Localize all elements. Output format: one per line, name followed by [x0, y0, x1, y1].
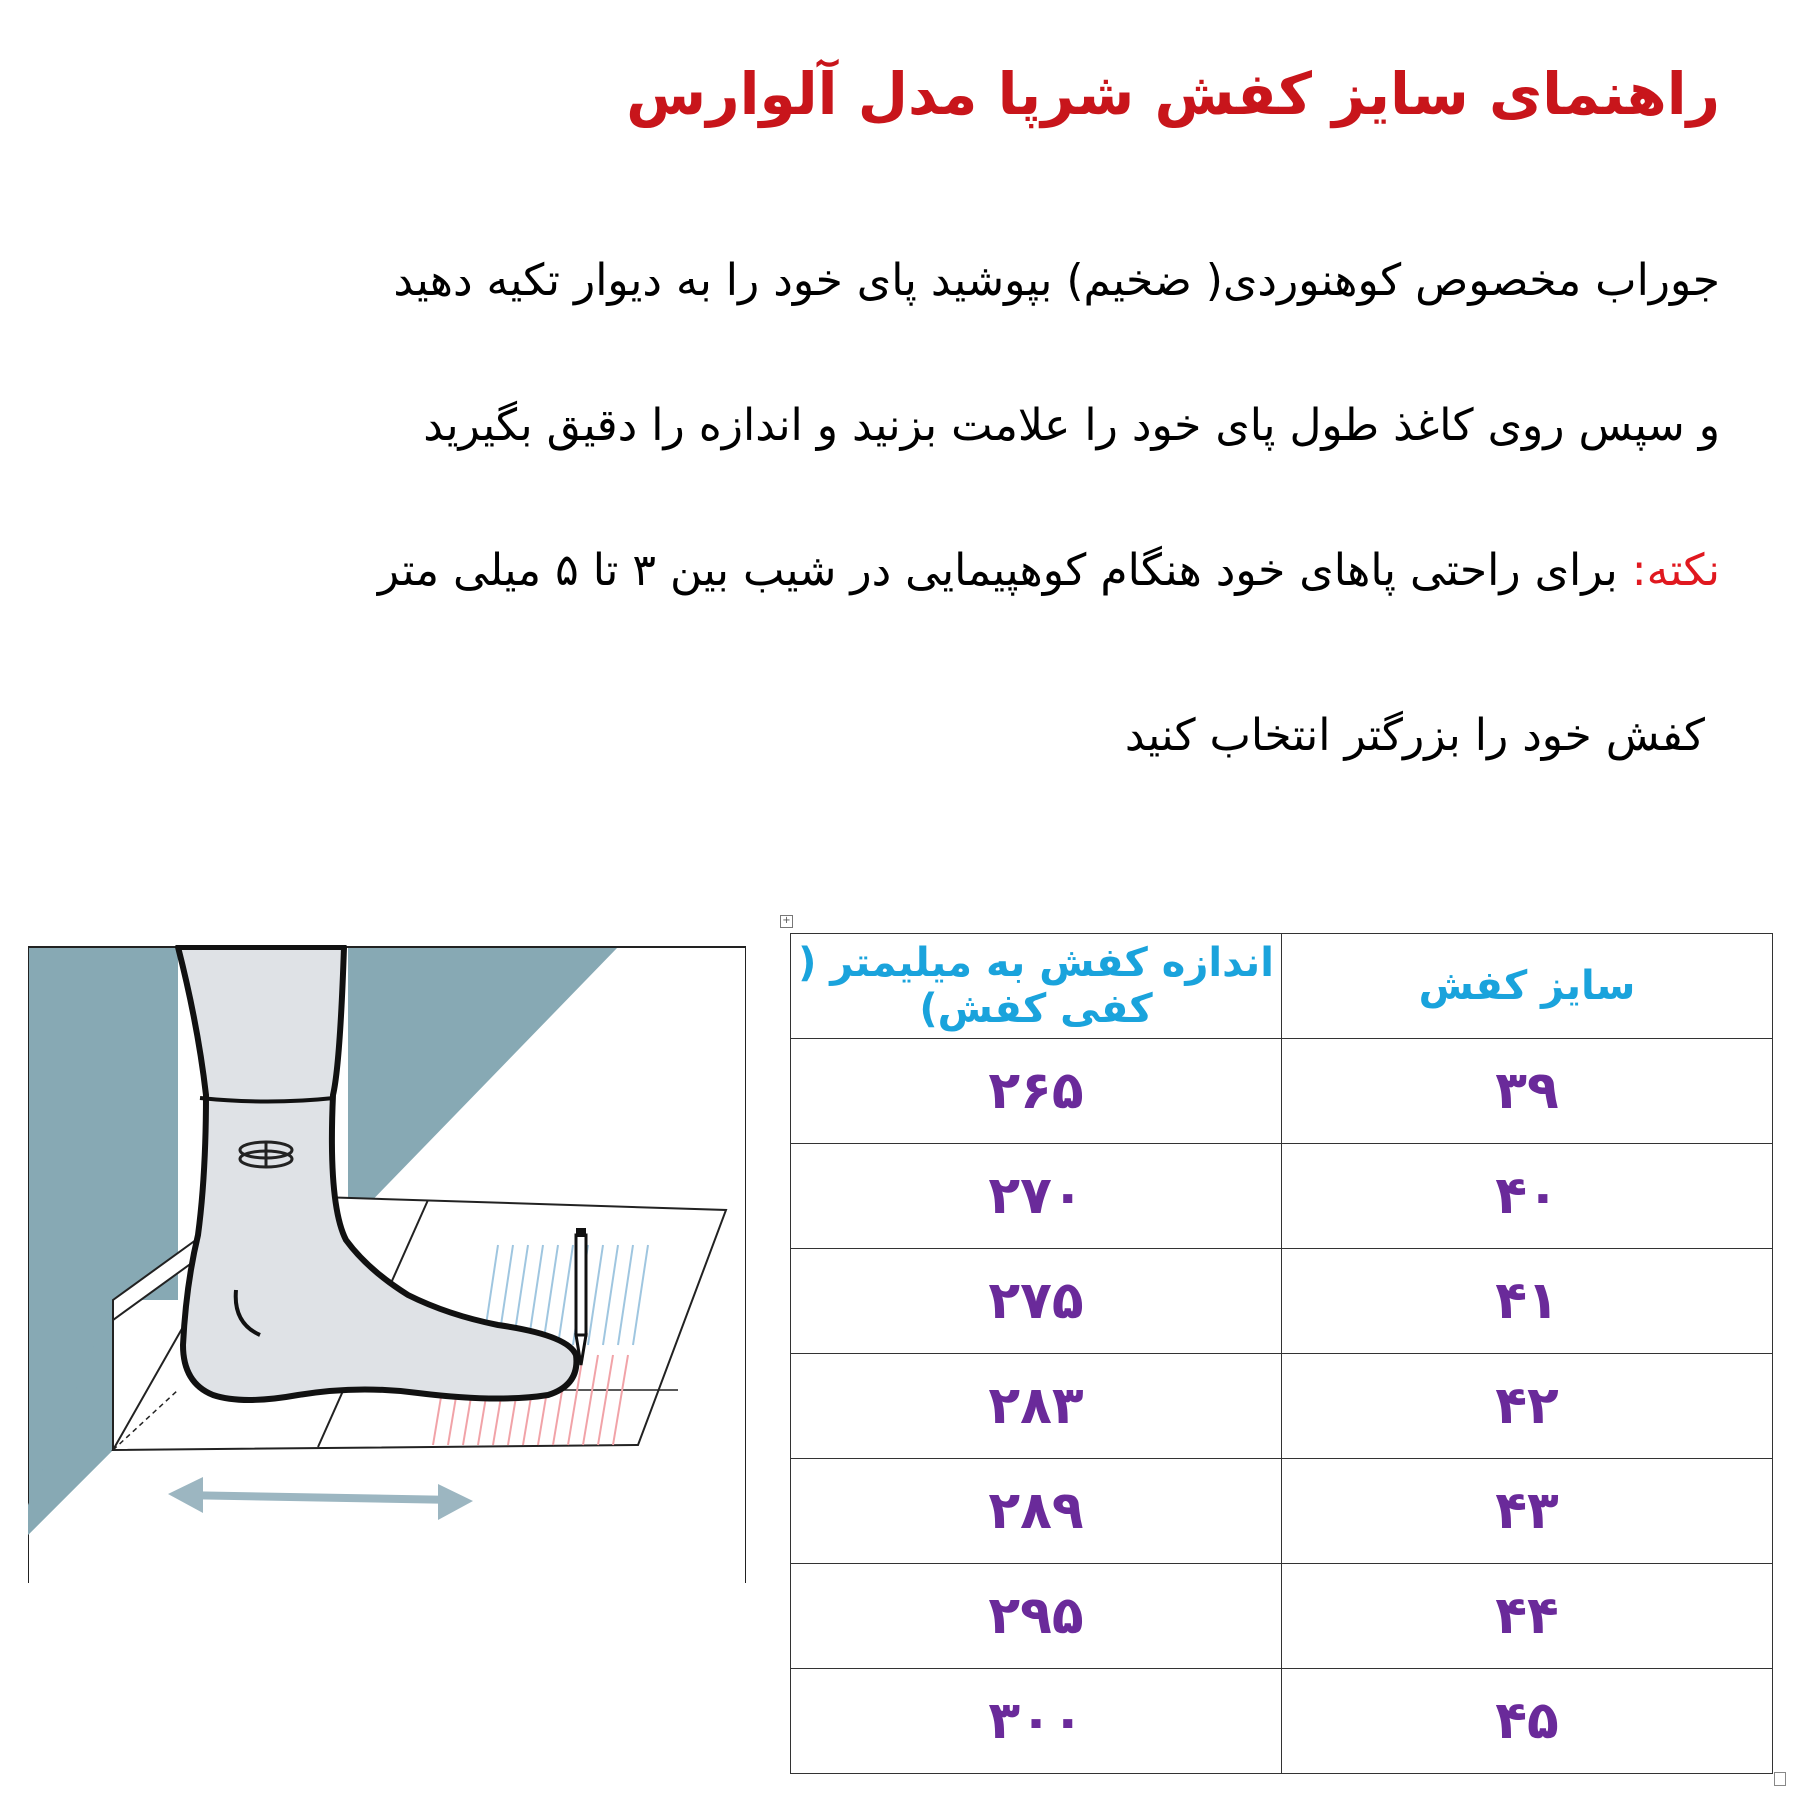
size-cell: ۴۳: [1282, 1459, 1773, 1564]
foot-on-paper-illustration: [28, 945, 746, 1583]
length-cell: ۲۷۰: [791, 1144, 1282, 1249]
table-header-row: [791, 934, 1773, 1039]
length-cell: ۲۸۳: [791, 1354, 1282, 1459]
header-shoe-length: اندازه کفش به میلیمتر ( کفی کفش): [791, 934, 1282, 1039]
header-shoe-size: سایز کفش: [1282, 934, 1773, 1039]
size-cell: ۴۵: [1282, 1669, 1773, 1774]
note-text: برای راحتی پاهای خود هنگام کوهپیمایی در شیب بین ۳ تا ۵ میلی متر: [377, 545, 1632, 596]
length-cell: ۲۷۵: [791, 1249, 1282, 1354]
instruction-line-1: جوراب مخصوص کوهنوردی( ضخیم) بپوشید پای خود را به دیوار تکیه دهید: [393, 255, 1720, 306]
length-cell: ۲۸۹: [791, 1459, 1282, 1564]
page-title: راهنمای سایز کفش شرپا مدل آلوارس: [626, 60, 1720, 128]
double-arrow-icon: [168, 1477, 473, 1520]
table-resize-handle[interactable]: [1774, 1772, 1786, 1786]
wall-shade: [348, 947, 618, 1215]
instruction-line-2: و سپس روی کاغذ طول پای خود را علامت بزنید و اندازه را دقیق بگیرید: [423, 400, 1720, 451]
pencil-icon: [576, 1228, 586, 1365]
size-cell: ۴۰: [1282, 1144, 1773, 1249]
size-cell: ۴۲: [1282, 1354, 1773, 1459]
length-cell: ۳۰۰: [791, 1669, 1282, 1774]
table-row: [791, 1354, 1773, 1459]
table-move-handle[interactable]: +: [780, 915, 793, 928]
table-row: [791, 1564, 1773, 1669]
table-row: [791, 1144, 1773, 1249]
size-cell: ۴۴: [1282, 1564, 1773, 1669]
instruction-line-4: کفش خود را بزرگتر انتخاب کنید: [1124, 710, 1705, 761]
size-cell: ۳۹: [1282, 1039, 1773, 1144]
length-cell: ۲۶۵: [791, 1039, 1282, 1144]
note-line: [60, 545, 1720, 598]
table-row: [791, 1039, 1773, 1144]
size-table: [790, 933, 1773, 1774]
note-label: نکته:: [1631, 545, 1720, 596]
table-row: [791, 1249, 1773, 1354]
table-row: [791, 1459, 1773, 1564]
sock-logo-icon: [240, 1142, 292, 1167]
table-row: [791, 1669, 1773, 1774]
length-cell: ۲۹۵: [791, 1564, 1282, 1669]
size-cell: ۴۱: [1282, 1249, 1773, 1354]
